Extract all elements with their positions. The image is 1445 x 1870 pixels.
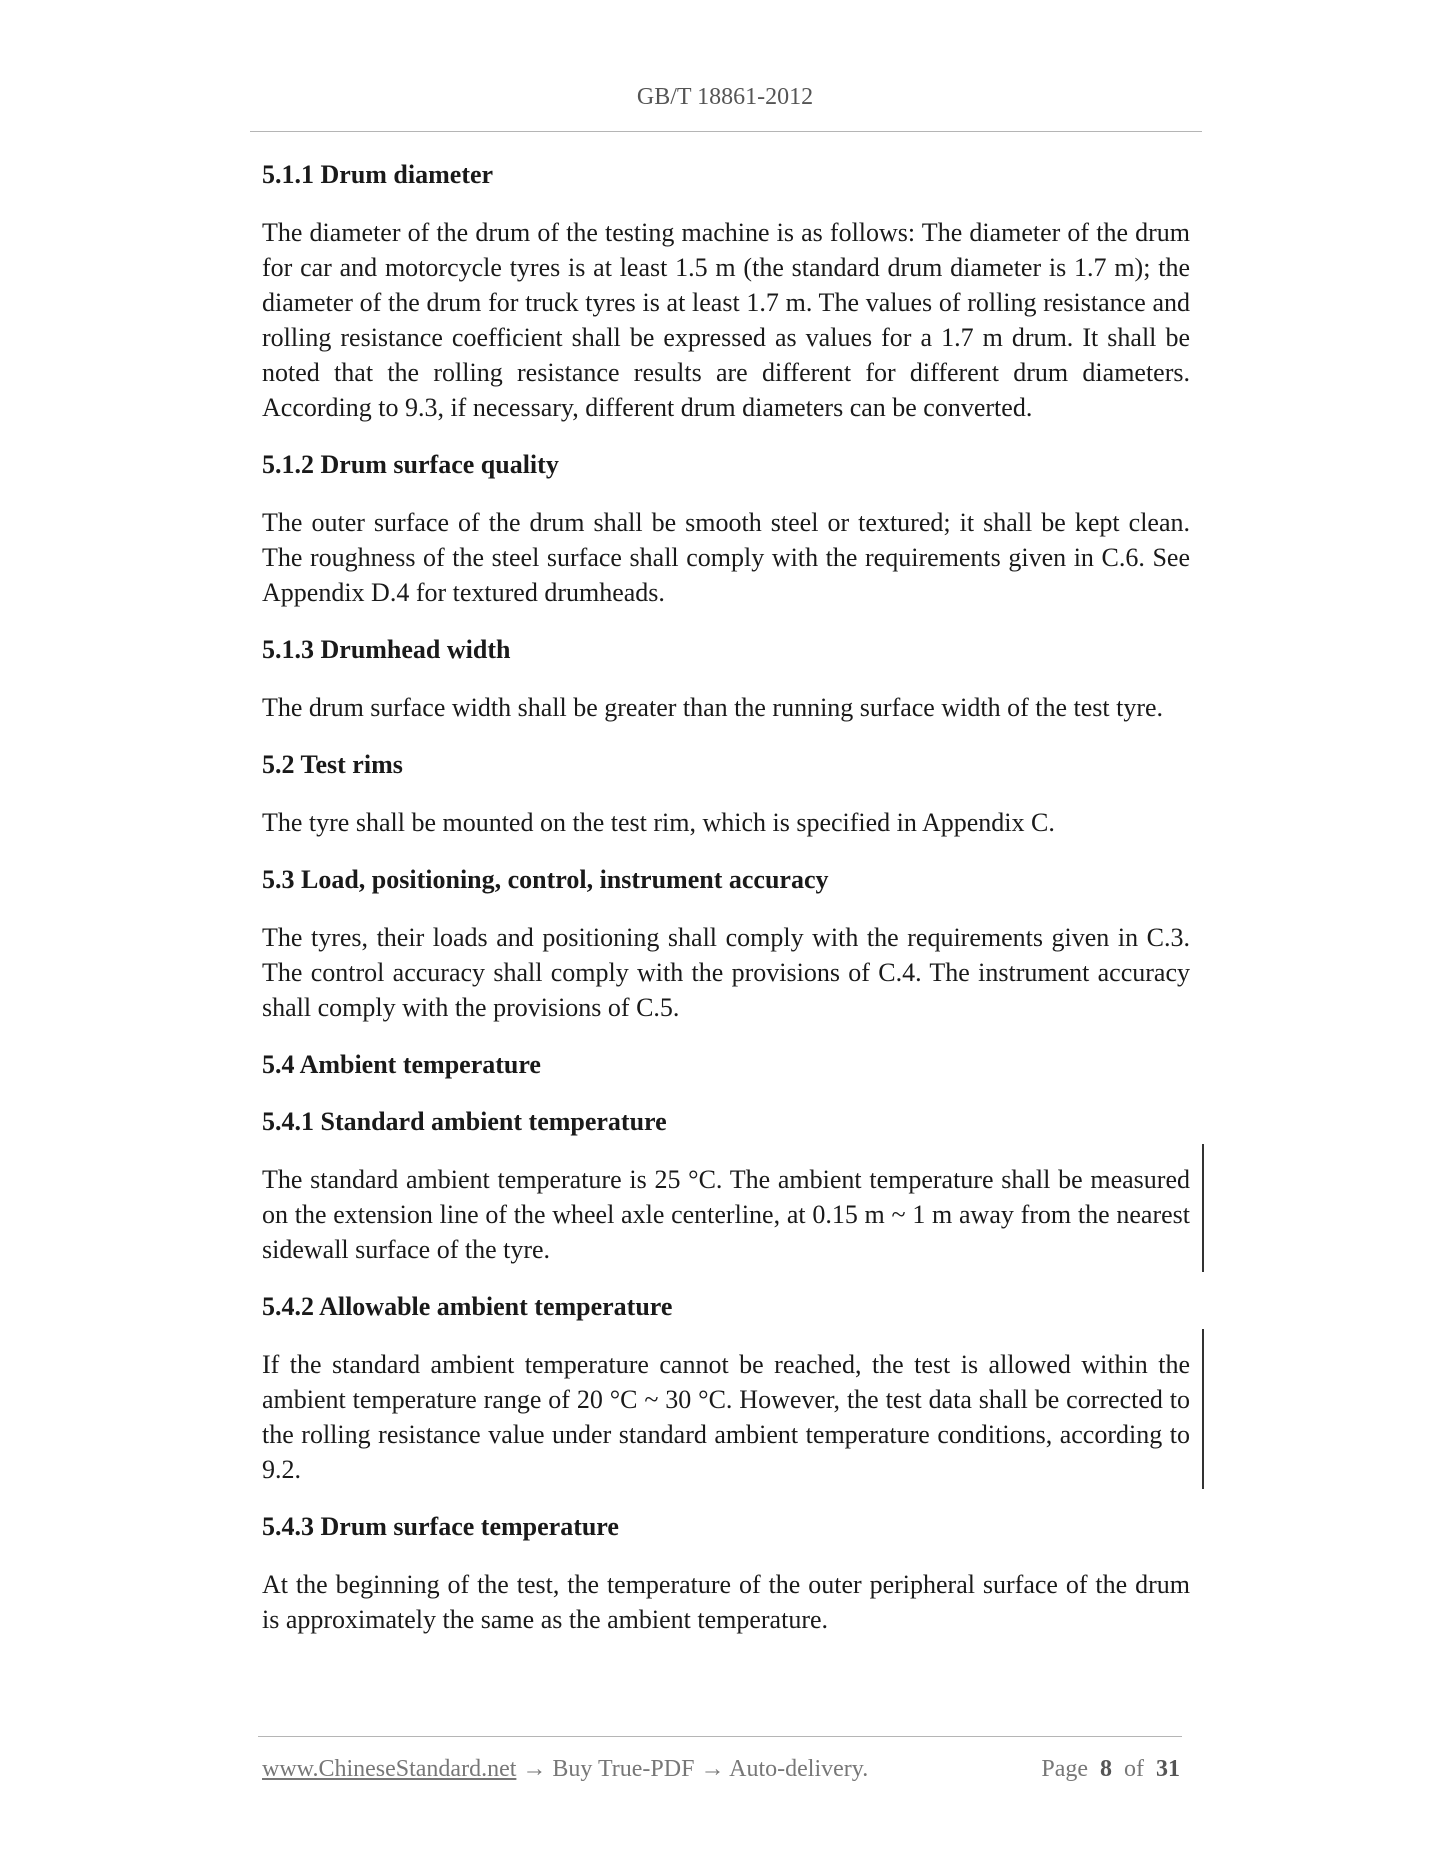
section-5-2 (262, 748, 1190, 840)
section-paragraph: The diameter of the drum of the testing machine is as follows: The diameter of the drum for car and motorcycle tyres is at least 1.5 m (the standard drum diameter is 1.7 m); the diameter of the drum for truck tyres is at least 1.7 m. The values of rolling resistance and rolling resistance coefficient shall be expressed as values for a 1.7 m drum. It shall be noted that the rolling resistance results are different for different drum diameters. According to 9.3, if necessary, different drum diameters can be converted. (262, 218, 1190, 422)
section-paragraph: The standard ambient temperature is 25 °C. The ambient temperature shall be measured on the extension line of the wheel axle centerline, at 0.15 m ~ 1 m away from the nearest sidewall surface of the tyre. (262, 1165, 1190, 1264)
section-paragraph: The drum surface width shall be greater than the running surface width of the test tyre. (262, 693, 1164, 722)
section-5-4-1 (262, 1105, 1190, 1267)
document-code-header: GB/T 18861-2012 (636, 84, 814, 110)
section-heading: 5.1.2 Drum surface quality (262, 450, 559, 479)
section-paragraph: The tyres, their loads and positioning shall comply with the requirements given in C.3. The control accuracy shall comply with the provisions of C.4. The instrument accuracy shall comply with the provisions of C.5. (262, 923, 1190, 1022)
revised-paragraph-block (262, 1347, 1190, 1487)
document-body (262, 158, 1190, 1660)
auto-delivery-text: Auto-delivery. (729, 1756, 869, 1782)
footer-promo (262, 1756, 868, 1783)
section-5-4 (262, 1048, 1190, 1082)
header-divider (250, 131, 1202, 132)
section-5-1-3 (262, 633, 1190, 725)
section-heading: 5.1.1 Drum diameter (262, 160, 494, 189)
section-heading: 5.2 Test rims (262, 750, 403, 779)
section-heading: 5.3 Load, positioning, control, instrument accuracy (262, 865, 829, 894)
section-5-3 (262, 863, 1190, 1025)
section-paragraph: The tyre shall be mounted on the test rim, which is specified in Appendix C. (262, 808, 1055, 837)
page-label: Page (1041, 1756, 1088, 1782)
section-heading: 5.4.3 Drum surface temperature (262, 1512, 619, 1541)
section-5-4-2 (262, 1290, 1190, 1487)
revised-paragraph-block (262, 1162, 1190, 1267)
section-5-1-2 (262, 448, 1190, 610)
section-heading: 5.4.1 Standard ambient temperature (262, 1107, 667, 1136)
section-5-1-1 (262, 158, 1190, 425)
arrow-separator: → (694, 1756, 730, 1782)
section-paragraph: At the beginning of the test, the temperature of the outer peripheral surface of the drum is approximately the same as the ambient temperature. (262, 1570, 1190, 1634)
of-label: of (1124, 1756, 1144, 1782)
page-indicator (1041, 1756, 1180, 1783)
arrow-separator: → (516, 1756, 553, 1782)
section-5-4-3 (262, 1510, 1190, 1637)
page-footer (262, 1756, 1182, 1788)
footer-divider (258, 1736, 1182, 1737)
site-link[interactable]: www.ChineseStandard.net (262, 1756, 517, 1782)
section-heading: 5.4.2 Allowable ambient temperature (262, 1292, 673, 1321)
total-pages: 31 (1156, 1756, 1180, 1782)
section-paragraph: The outer surface of the drum shall be smooth steel or textured; it shall be kept clean. The roughness of the steel surface shall comply with the requirements given in C.6. See Appendix D.4 for textured drumheads. (262, 508, 1190, 607)
section-heading: 5.1.3 Drumhead width (262, 635, 511, 664)
revision-change-bar (1202, 1144, 1204, 1272)
buy-pdf-text: Buy True-PDF (552, 1756, 695, 1782)
section-paragraph: If the standard ambient temperature cannot be reached, the test is allowed within the ambient temperature range of 20 °C ~ 30 °C. However, the test data shall be corrected to the rolling resistance value under standard ambient temperature conditions, according to 9.2. (262, 1350, 1190, 1484)
revision-change-bar (1202, 1329, 1204, 1489)
section-heading: 5.4 Ambient temperature (262, 1050, 541, 1079)
current-page-number: 8 (1100, 1756, 1112, 1782)
